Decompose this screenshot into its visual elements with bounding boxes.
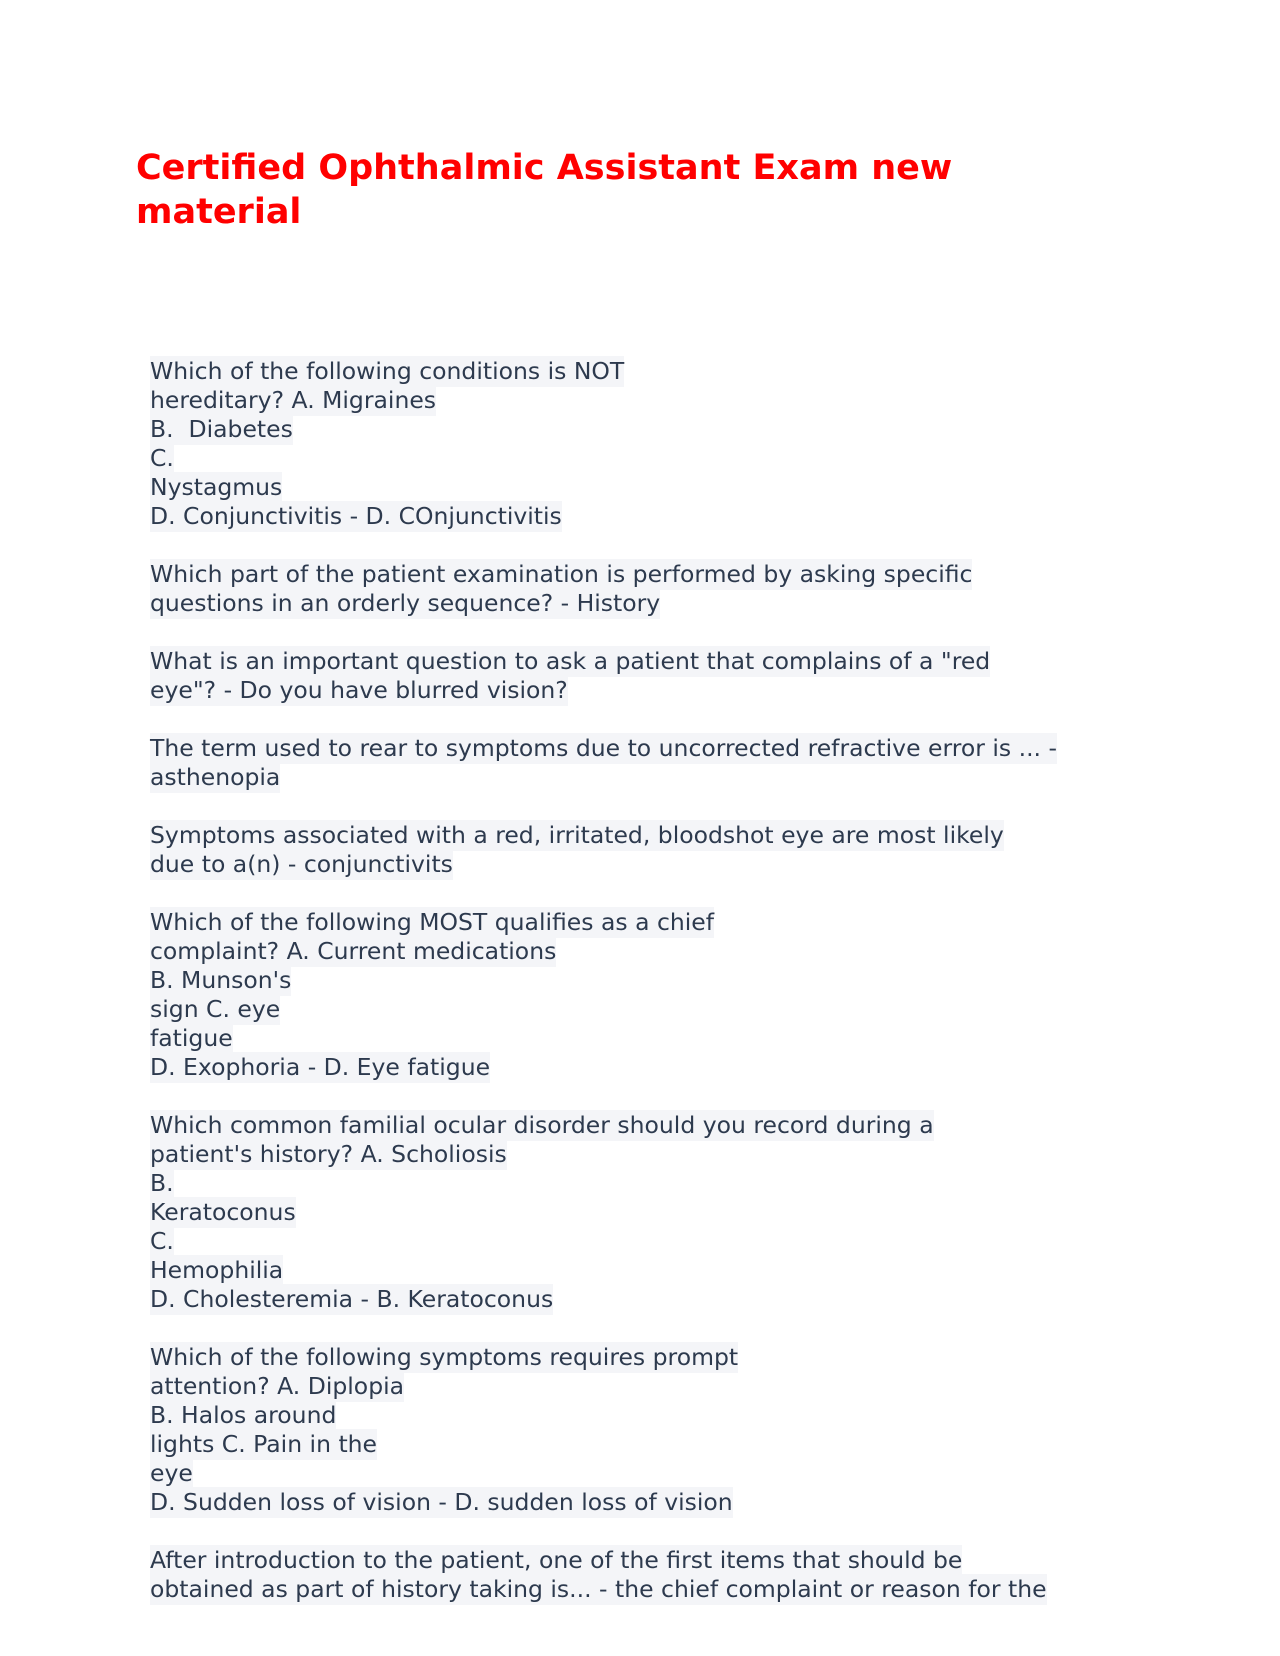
qa-line (150, 1169, 1150, 1198)
qa-line (150, 1488, 1150, 1517)
qa-block (150, 1343, 1150, 1517)
qa-line (150, 1111, 1150, 1140)
qa-line-text: lights C. Pain in the (150, 1430, 378, 1458)
qa-block (150, 357, 1150, 531)
qa-line-text: asthenopia (150, 763, 281, 791)
qa-line (150, 937, 1150, 966)
qa-line (150, 415, 1150, 444)
qa-line-text: After introduction to the patient, one of the first items that should be (150, 1546, 963, 1574)
qa-block (150, 560, 1150, 618)
qa-line (150, 734, 1150, 763)
qa-block (150, 821, 1150, 879)
qa-line-text: D. Conjunctivitis - D. COnjunctivitis (150, 502, 562, 530)
qa-line (150, 1372, 1150, 1401)
qa-line (150, 1546, 1150, 1575)
qa-line-text: The term used to rear to symptoms due to uncorrected refractive error is ... - (150, 734, 1057, 762)
qa-line-text: eye"? - Do you have blurred vision? (150, 676, 568, 704)
qa-line-text: D. Sudden loss of vision - D. sudden loss of vision (150, 1488, 733, 1516)
qa-block (150, 908, 1150, 1082)
qa-block (150, 1111, 1150, 1314)
qa-line-text: patient's history? A. Scholiosis (150, 1140, 507, 1168)
qa-line-text: C. (150, 1227, 174, 1255)
qa-line (150, 1459, 1150, 1488)
qa-line (150, 1227, 1150, 1256)
qa-line (150, 821, 1150, 850)
qa-block (150, 1546, 1150, 1604)
qa-line (150, 560, 1150, 589)
qa-line-text: eye (150, 1459, 193, 1487)
qa-line-text: sign C. eye (150, 995, 281, 1023)
qa-line-text: B. Munson's (150, 966, 292, 994)
qa-line-text: obtained as part of history taking is... - the chief complaint or reason for the (150, 1575, 1047, 1603)
qa-line (150, 1430, 1150, 1459)
question-answer-list (150, 357, 1150, 1633)
qa-line-text: Which of the following conditions is NOT (150, 357, 625, 385)
document-title: Certified Ophthalmic Assistant Exam new material (136, 148, 953, 232)
qa-line-text: due to a(n) - conjunctivits (150, 850, 453, 878)
qa-line-text: B. (150, 1169, 174, 1197)
qa-line-text: Which part of the patient examination is performed by asking specific (150, 560, 973, 588)
qa-line (150, 647, 1150, 676)
qa-line-text: questions in an orderly sequence? - History (150, 589, 661, 617)
qa-line (150, 502, 1150, 531)
qa-line (150, 357, 1150, 386)
qa-line-text: Hemophilia (150, 1256, 284, 1284)
qa-line (150, 1575, 1150, 1604)
qa-line-text: Which of the following MOST qualifies as a chief (150, 908, 715, 936)
qa-line (150, 995, 1150, 1024)
qa-line (150, 1053, 1150, 1082)
qa-line (150, 473, 1150, 502)
qa-line-text: Keratoconus (150, 1198, 296, 1226)
qa-line (150, 966, 1150, 995)
qa-line (150, 763, 1150, 792)
qa-line-text: hereditary? A. Migraines (150, 386, 437, 414)
qa-line (150, 1401, 1150, 1430)
qa-line (150, 589, 1150, 618)
qa-line-text: Which of the following symptoms requires prompt (150, 1343, 739, 1371)
qa-line-text: What is an important question to ask a patient that complains of a "red (150, 647, 991, 675)
qa-line (150, 1285, 1150, 1314)
qa-line (150, 908, 1150, 937)
qa-line-text: C. (150, 444, 174, 472)
qa-line-text: D. Exophoria - D. Eye fatigue (150, 1053, 491, 1081)
qa-line (150, 1024, 1150, 1053)
qa-line (150, 1343, 1150, 1372)
qa-line-text: Symptoms associated with a red, irritated, bloodshot eye are most likely (150, 821, 1004, 849)
qa-line (150, 1140, 1150, 1169)
qa-block (150, 647, 1150, 705)
qa-line-text: Which common familial ocular disorder should you record during a (150, 1111, 934, 1139)
qa-block (150, 734, 1150, 792)
qa-line-text: fatigue (150, 1024, 233, 1052)
qa-line-text: complaint? A. Current medications (150, 937, 557, 965)
qa-line (150, 444, 1150, 473)
qa-line (150, 1198, 1150, 1227)
qa-line (150, 386, 1150, 415)
qa-line (150, 1256, 1150, 1285)
qa-line (150, 850, 1150, 879)
qa-line-text: B. Halos around (150, 1401, 337, 1429)
qa-line (150, 676, 1150, 705)
qa-line-text: Nystagmus (150, 473, 283, 501)
qa-line-text: B. Diabetes (150, 415, 293, 443)
qa-line-text: attention? A. Diplopia (150, 1372, 405, 1400)
qa-line-text: D. Cholesteremia - B. Keratoconus (150, 1285, 554, 1313)
